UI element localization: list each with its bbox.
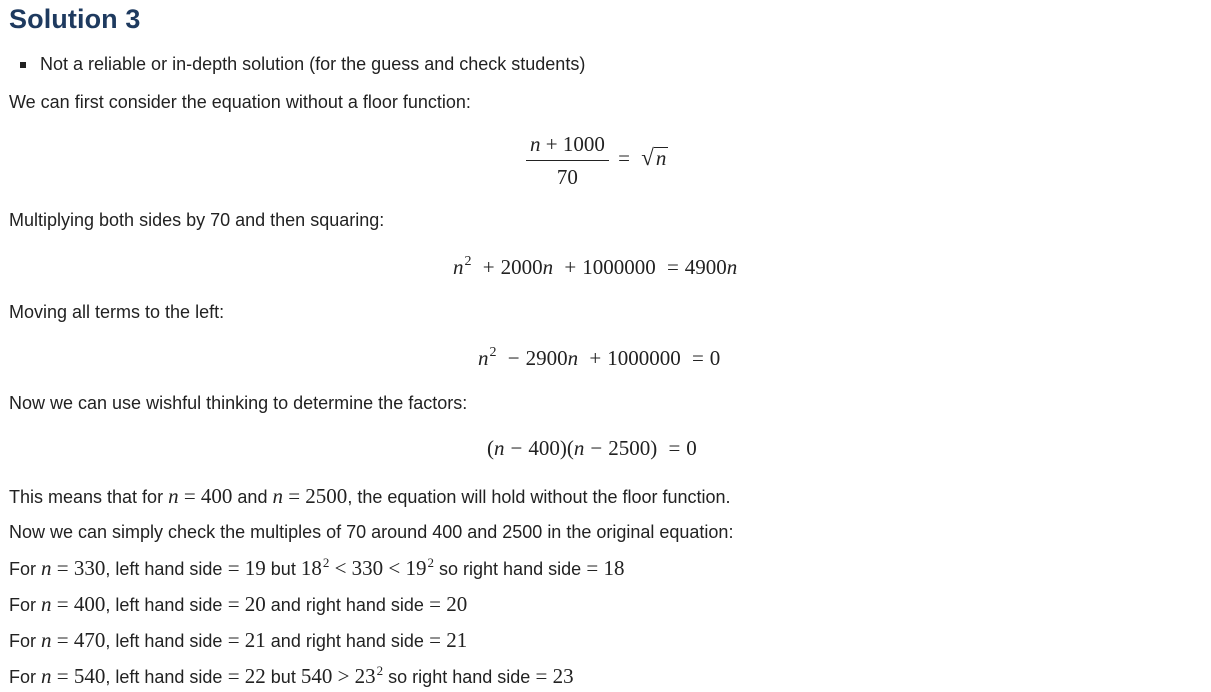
equals-sign: = (618, 146, 630, 171)
paragraph-roots: This means that for n = 400 and n = 2500, the equation will hold without the floor function. (9, 484, 731, 508)
fraction-denominator: 70 (526, 160, 609, 188)
paragraph-check-multiples: Now we can simply check the multiples of 70 around 400 and 2500 in the original equation: (9, 522, 734, 542)
paragraph-intro: We can first consider the equation without a floor function: (9, 92, 471, 112)
check-row-400: For n = 400, left hand side = 20 and right hand side = 20 (9, 592, 468, 616)
bullet-text: Not a reliable or in-depth solution (for the guess and check students) (40, 54, 586, 74)
paragraph-factors: Now we can use wishful thinking to determine the factors: (9, 393, 468, 413)
check-row-470: For n = 470, left hand side = 21 and right hand side = 21 (9, 628, 468, 652)
check-row-540: For n = 540, left hand side = 22 but $540 > 23^2$ so right hand side = 23 (9, 663, 574, 688)
bullet-marker (20, 62, 26, 68)
fraction-numerator: n + 1000 (530, 132, 605, 156)
solution-heading: Solution 3 (9, 4, 141, 34)
square-root: √ n (641, 145, 667, 171)
equation-squared: $n^2 + 2000n + 1000000 = 4900n$ (453, 254, 738, 279)
bullet-list-item (18, 54, 585, 75)
equation-factored: (n − 400)(n − 2500) = 0 (487, 436, 697, 460)
check-row-330: For n = 330, left hand side = 19 but $18^2 < 330 < 19^2$ so right hand side = 18 (9, 555, 625, 580)
equation-quadratic: $n^2 - 2900n + 1000000 = 0$ (478, 345, 721, 370)
paragraph-multiply: Multiplying both sides by 70 and then squaring: (9, 210, 385, 230)
fraction (528, 133, 607, 188)
paragraph-move-terms: Moving all terms to the left: (9, 302, 225, 322)
equation-fraction (528, 133, 668, 188)
